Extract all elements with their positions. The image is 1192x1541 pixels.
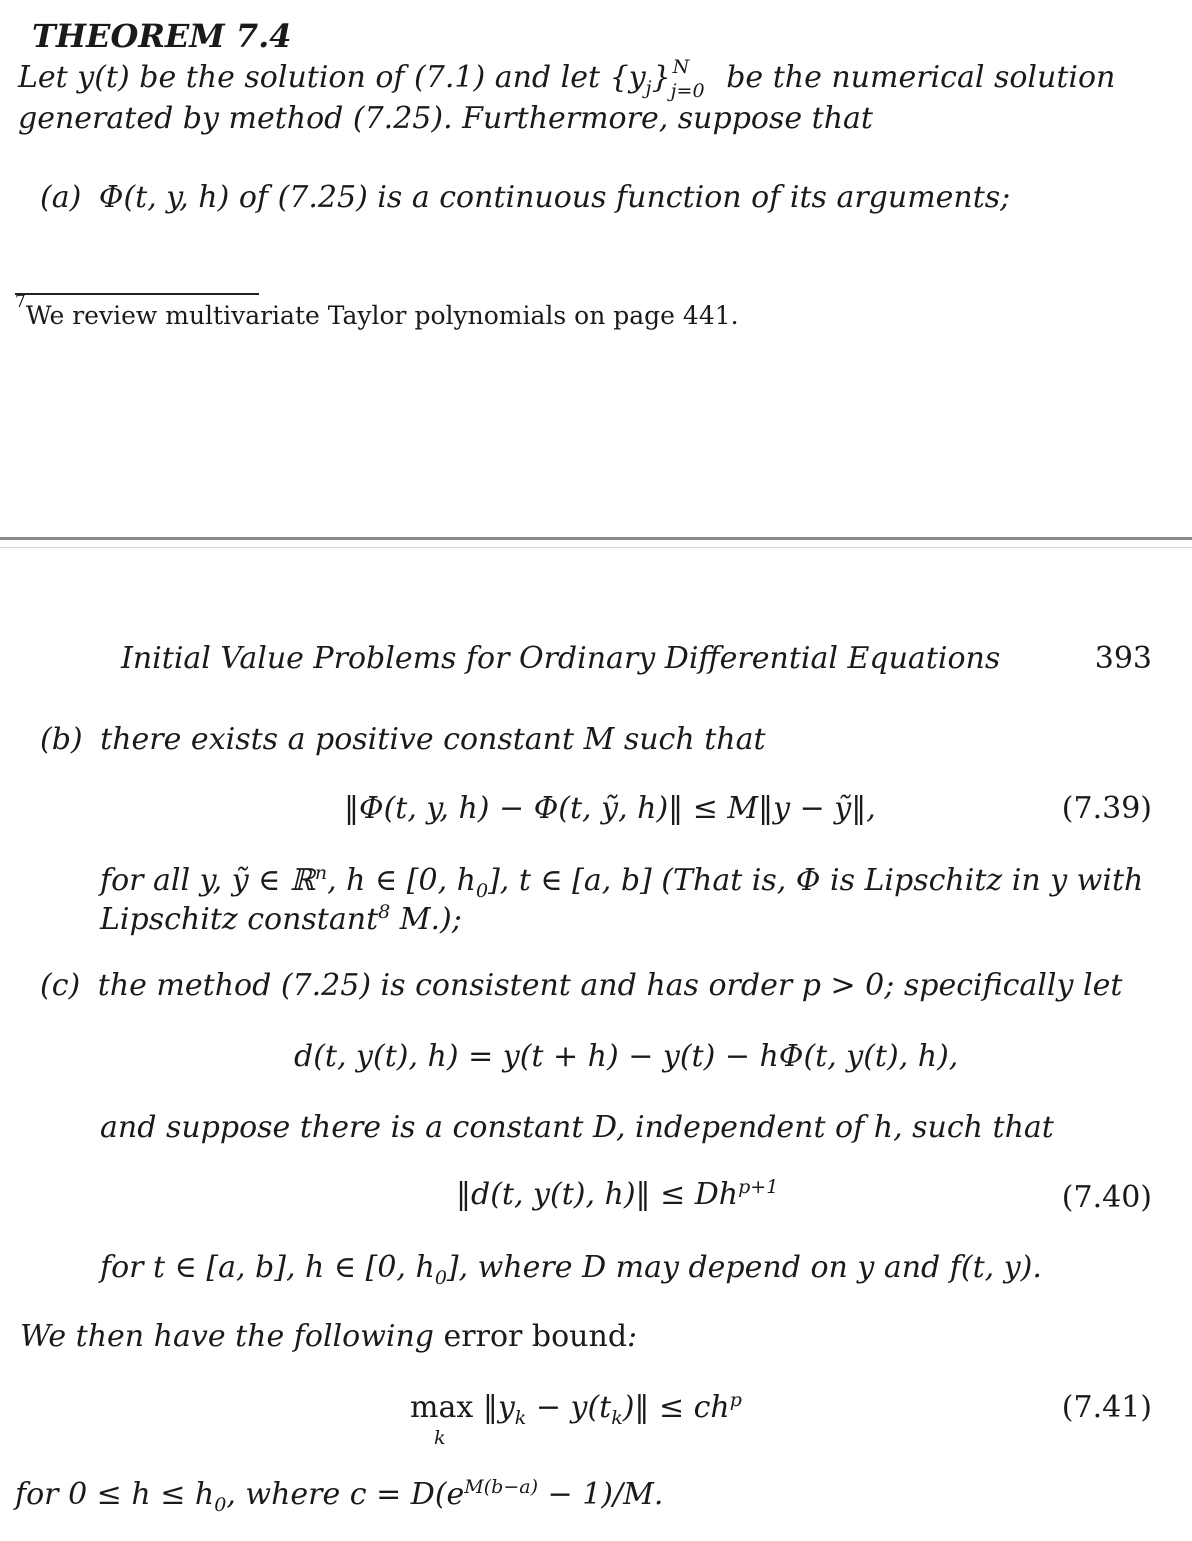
equation-number-7-41: (7.41)	[1061, 1390, 1152, 1425]
footnote-text: We review multivariate Taylor polynomials on page 441.	[25, 301, 739, 330]
math-order-p: p > 0	[801, 968, 885, 1003]
equation-number-7-40: (7.40)	[1061, 1180, 1152, 1215]
theorem-statement-line-2: generated by method (7.25). Furthermore, suppose that	[18, 101, 873, 136]
error-bound-term: error bound	[443, 1319, 628, 1354]
page-number: 393	[1094, 641, 1152, 676]
condition-b	[40, 722, 1192, 758]
text: Let	[18, 60, 68, 95]
theorem-heading	[32, 18, 1192, 54]
final-condition: for $0 \le h \le h_0$, where $c = D(e^{M(b-a)} - 1)/M$.	[15, 1476, 664, 1516]
condition-c-continued: and suppose there is a constant D, independent of h, such that	[100, 1110, 1054, 1145]
condition-a	[40, 180, 1192, 216]
equation-number-7-39: (7.39)	[1061, 791, 1152, 826]
page-separator	[0, 537, 1192, 540]
condition-b-text: there exists a positive constant M such that	[100, 722, 766, 757]
theorem-heading-text: THEOREM 7.4	[32, 17, 292, 55]
page-separator-shadow	[0, 547, 1192, 548]
text: be the numerical solution	[726, 60, 1116, 95]
text: be the solution of (7.1) and let	[139, 60, 601, 95]
math-y-of-t: y(t)	[77, 60, 130, 95]
equation-7-40: ‖d(t, y(t), h)‖ ≤ $Dh^{p+1}$	[456, 1176, 779, 1212]
conclusion-sentence: We then have the following error bound:	[20, 1319, 638, 1354]
condition-c: (c) the method (7.25) is consistent and has order p > 0; specifically let	[40, 968, 1123, 1003]
footnote-ref-8: 8	[378, 901, 391, 923]
condition-b-label: (b)	[40, 722, 83, 757]
equation-7-39: ‖Φ(t, y, h) − Φ(t, ỹ, h)‖ ≤ M‖y − ỹ‖,	[344, 791, 876, 826]
condition-c-after: for t ∈ [a, b], h ∈ [0, $h_0$], where D may depend on y and f(t, y).	[100, 1250, 1042, 1289]
condition-c-label: (c)	[40, 968, 81, 1003]
equation-7-41: max k $‖y_k$ − $y(t_k)‖ \le ch^p$	[410, 1389, 742, 1449]
footnote-rule	[15, 293, 259, 295]
math-solution-set: $\{y_j\}$ N j=0	[609, 56, 705, 102]
condition-b-continued-2: Lipschitz constant$^8$ M.);	[100, 901, 462, 937]
condition-b-continued-1: for all y, ỹ ∈ ℝ$^n$, h ∈ [0, $h_0$], t ∈ [a, b] (That is, Φ is Lipschitz in y with	[100, 862, 1144, 902]
footnote-mark: 7	[15, 292, 26, 312]
theorem-statement-line-1	[18, 56, 1192, 102]
equation-local-error-d: d(t, y(t), h) = y(t + h) − y(t) − hΦ(t, y(t), h),	[294, 1039, 959, 1074]
running-head: Initial Value Problems for Ordinary Differential Equations	[121, 641, 1001, 676]
condition-a-text: Φ(t, y, h) of (7.25) is a continuous function of its arguments;	[98, 180, 1011, 215]
max-operator: max k	[410, 1390, 474, 1449]
condition-a-label: (a)	[40, 180, 82, 215]
footnote-7	[15, 292, 1192, 334]
